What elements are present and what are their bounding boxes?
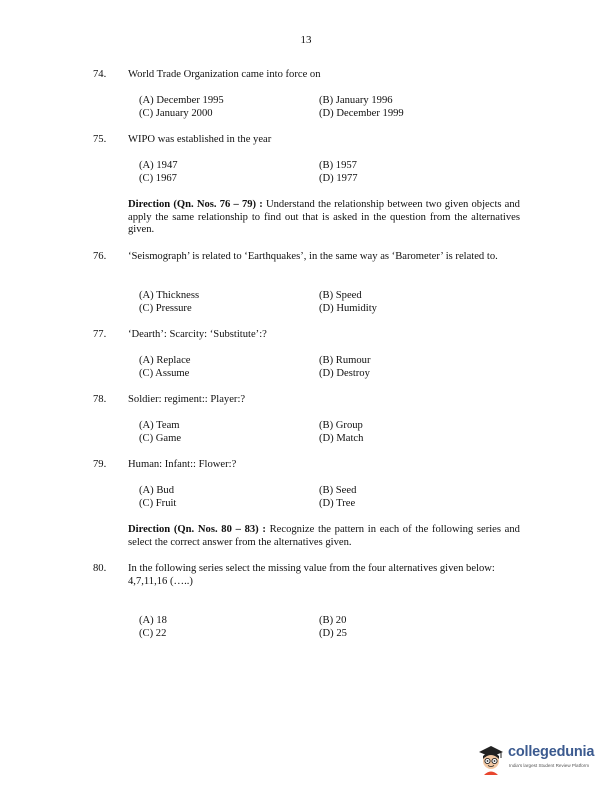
direction-76-79 [128,199,520,237]
question-77 [93,329,523,342]
question-78 [93,394,523,407]
option-d: (D) 25 [319,628,347,639]
collegedunia-logo [476,742,606,776]
logo-tagline: India's largest Student Review Platform [509,763,590,768]
question-number: 80. [93,563,107,574]
option-a: (A) 18 [139,615,167,626]
option-c: (C) 1967 [139,173,177,184]
question-number: 74. [93,69,107,80]
option-c: (C) Game [139,433,182,444]
direction-text: Recognize the pattern in each of the following series and select the correct answer from the alternatives given. [128,524,520,548]
option-d: (D) Match [319,433,364,444]
option-b: (B) Speed [319,290,362,301]
question-number: 78. [93,394,107,405]
option-b: (B) 20 [319,615,347,626]
option-c: (C) Pressure [139,303,192,314]
options-76 [139,290,459,316]
option-b: (B) Seed [319,485,357,496]
option-d: (D) December 1999 [319,108,404,119]
option-b: (B) 1957 [319,160,357,171]
option-a: (A) Team [139,420,180,431]
option-d: (D) Destroy [319,368,370,379]
question-number: 76. [93,251,107,262]
question-76 [93,251,523,264]
option-a: (A) Thickness [139,290,200,301]
option-a: (A) December 1995 [139,95,224,106]
direction-label: Direction (Qn. Nos. 80 – 83) : [128,524,266,535]
page-number: 13 [300,34,312,46]
question-text: WIPO was established in the year [128,134,272,145]
option-d: (D) Tree [319,498,356,509]
question-text: ‘Seismograph’ is related to ‘Earthquakes’, in the same way as ‘Barometer’ is related to. [128,251,498,262]
options-78 [139,420,459,446]
question-text: World Trade Organization came into force on [128,69,321,80]
option-a: (A) Bud [139,485,175,496]
question-75 [93,134,523,147]
option-b: (B) January 1996 [319,95,393,106]
question-text: Human: Infant:: Flower:? [128,459,237,470]
option-b: (B) Group [319,420,363,431]
options-75 [139,160,459,186]
option-d: (D) Humidity [319,303,377,314]
question-number: 75. [93,134,107,145]
options-77 [139,355,459,381]
options-74 [139,95,459,121]
question-text: ‘Dearth’: Scarcity: ‘Substitute’:? [128,329,267,340]
student-mascot-icon [476,742,506,776]
option-b: (B) Rumour [319,355,371,366]
question-text: In the following series select the missing value from the four alternatives given below: [128,563,495,574]
option-d: (D) 1977 [319,173,358,184]
question-number: 79. [93,459,107,470]
option-c: (C) 22 [139,628,167,639]
option-c: (C) January 2000 [139,108,213,119]
question-text: Soldier: regiment:: Player:? [128,394,246,405]
direction-80-83 [128,524,520,549]
question-number: 77. [93,329,107,340]
series-sequence: 4,7,11,16 (…..) [128,575,193,587]
direction-label: Direction (Qn. Nos. 76 – 79) : [128,199,263,210]
direction-text: Understand the relationship between two given objects and apply the same relationship to find out that is asked in the question from the alternatives given. [128,199,520,236]
question-74 [93,69,523,82]
question-79 [93,459,523,472]
options-79 [139,485,459,511]
options-80 [139,615,459,641]
logo-name: collegedunia [508,744,595,760]
option-a: (A) Replace [139,355,191,366]
option-c: (C) Fruit [139,498,177,509]
question-80 [93,563,523,588]
option-a: (A) 1947 [139,160,178,171]
option-c: (C) Assume [139,368,190,379]
